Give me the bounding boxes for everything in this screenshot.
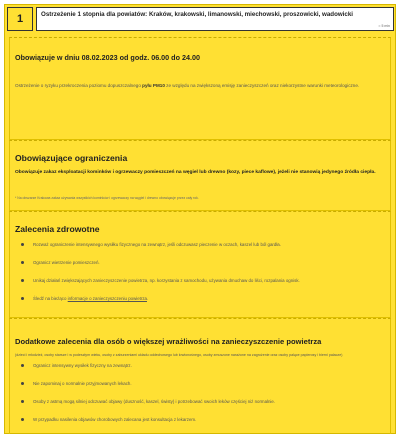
warning-description: Ostrzeżenie o ryzyku przekroczenia poziomu dopuszczalnego pyłu PM10 ze względu na zwiększoną emisję zanieczyszczeń oraz niekorzystne warunki meteorologiczne. <box>15 83 360 88</box>
alert-content <box>9 37 391 434</box>
list-item: Unikaj działań zwiększających zanieczyszczenie powietrza, np. korzystania z samochodu, używania dmuchaw do liści, rozpalania ognisk. <box>15 277 385 284</box>
list-item: Ogranicz wietrzenie pomieszczeń. <box>15 259 385 266</box>
restrictions-section <box>9 140 391 211</box>
health-section <box>9 211 391 318</box>
sensitive-intro: (dzieci i młodzież, osoby starsze i w podeszłym wieku, osoby z zaburzeniami układu oddechowego lub krwionośnego, osoby zmuszone narażone na zagrożenie oraz osoby palące papierosy i bierni palacze) <box>15 353 343 357</box>
list-item: Śledź na bieżąco informacje o zanieczyszczeniu powietrza. <box>15 295 385 302</box>
alert-level-badge: 1 <box>7 7 33 31</box>
list-item: Ogranicz intensywny wysiłek fizyczny na zewnątrz. <box>15 362 385 369</box>
alert-header-small-text: ≈ 5 min <box>378 24 390 28</box>
alert-title <box>36 7 394 31</box>
health-list <box>15 241 385 302</box>
air-pollution-info-link[interactable]: informacje o zanieczyszczeniu powietrza <box>67 296 147 301</box>
list-item: Rozważ ograniczenie intensywnego wysiłku fizycznego na zewnątrz, jeśli odczuwasz pieczenie w oczach, kaszel lub ból gardła. <box>15 241 385 248</box>
validity-section <box>9 37 391 140</box>
validity-heading: Obowiązuje w dniu 08.02.2023 od godz. 06.00 do 24.00 <box>15 53 200 62</box>
restrictions-text: Obowiązuje zakaz eksploatacji kominków i ogrzewaczy pomieszczeń na węgiel lub drewno (kozy, piece kaflowe), jeżeli nie stanowią jedynego źródła ciepła. <box>15 170 376 175</box>
restrictions-heading: Obowiązujące ograniczenia <box>15 153 128 163</box>
list-item: W przypadku nasilenia objawów chorobowych zalecana jest konsultacja z lekarzem. <box>15 416 385 423</box>
sensitive-section <box>9 318 391 434</box>
air-quality-alert-card <box>4 4 396 434</box>
list-item: Osoby z astmą mogą silniej odczuwać objawy (duszność, kaszel, świsty) i potrzebować swoich leków częściej niż normalnie. <box>15 398 385 405</box>
pollutant-name: pyłu PM10 <box>142 83 165 88</box>
alert-title-text: Ostrzeżenie 1 stopnia dla powiatów: Kraków, krakowski, limanowski, miechowski, proszowicki, wadowicki <box>41 11 353 18</box>
restrictions-note: * Na obszarze Krakowa zakaz używania wszystkich kominków i ogrzewaczy na węgiel i drewno obowiązuje przez cały rok. <box>15 195 199 200</box>
sensitive-heading: Dodatkowe zalecenia dla osób o większej wrażliwości na zanieczyszczenie powietrza <box>15 337 322 346</box>
alert-header <box>5 5 395 33</box>
health-heading: Zalecenia zdrowotne <box>15 224 100 234</box>
sensitive-list <box>15 362 385 423</box>
list-item: Nie zapominaj o normalnie przyjmowanych lekach. <box>15 380 385 387</box>
